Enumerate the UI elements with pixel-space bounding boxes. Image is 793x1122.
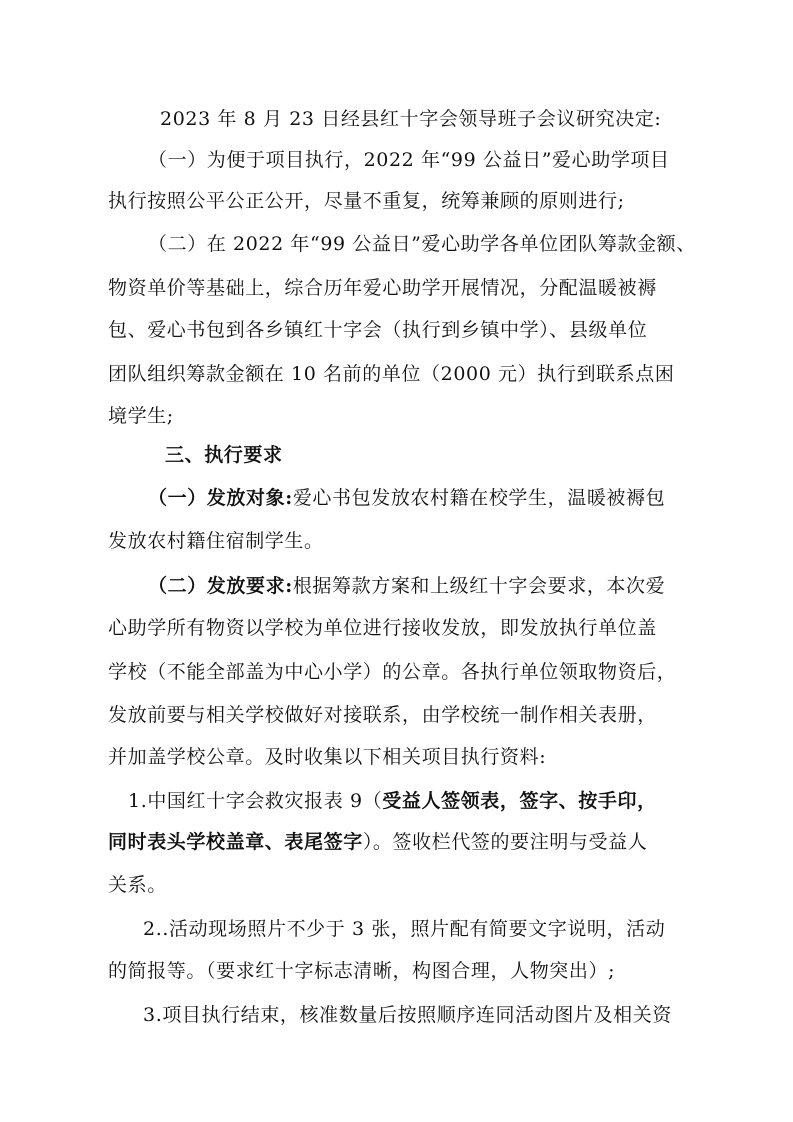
doc-line: 并加盖学校公章。及时收集以下相关项目执行资料: (108, 746, 547, 768)
text: 爱心书包发放农村籍在校学生，温暖被褥包 (292, 487, 666, 509)
doc-line (148, 574, 665, 598)
doc-line (108, 830, 647, 854)
doc-line: 发放前要与相关学校做好对接联系，由学校统一制作相关表册， (108, 704, 657, 726)
doc-line (148, 486, 665, 510)
doc-line: 执行按照公平公正公开，尽量不重复，统筹兼顾的原则进行; (108, 190, 625, 212)
bold-text: 同时表头学校盖章、表尾签字 (108, 831, 363, 853)
section-heading: 三、执行要求 (165, 444, 283, 466)
doc-line: 物资单价等基础上，综合历年爱心助学开展情况，分配温暖被褥 (108, 277, 657, 299)
doc-line: （一）为便于项目执行，2022 年“99 公益日”爱心助学项目 (148, 149, 670, 171)
bold-label: （一）发放对象: (148, 487, 293, 509)
doc-line (128, 789, 657, 813)
bold-text: 受益人签领表，签字、按手印， (382, 790, 657, 812)
doc-line: 心助学所有物资以学校为单位进行接收发放，即发放执行单位盖 (108, 617, 657, 639)
doc-line: 境学生; (108, 405, 174, 427)
text: 根据筹款方案和上级红十字会要求，本次爱 (292, 575, 666, 597)
doc-line: 3.项目执行结束，核准数量后按照顺序连同活动图片及相关资 (143, 1004, 672, 1026)
doc-line: 2023 年 8 月 23 日经县红十字会领导班子会议研究决定: (160, 108, 662, 130)
doc-line: 学校（不能全部盖为中心小学）的公章。各执行单位领取物资后， (108, 661, 677, 683)
text: 1.中国红十字会救灾报表 9（ (128, 790, 383, 812)
bold-label: （二）发放要求: (148, 575, 293, 597)
doc-line: 关系。 (108, 874, 167, 896)
doc-line: 包、爱心书包到各乡镇红十字会（执行到乡镇中学）、县级单位 (108, 319, 648, 341)
doc-line: 团队组织筹款金额在 10 名前的单位（2000 元）执行到联系点困 (108, 363, 675, 385)
doc-line: 2..活动现场照片不少于 3 张，照片配有简要文字说明，活动 (143, 918, 666, 940)
doc-line: （二）在 2022 年“99 公益日”爱心助学各单位团队筹款金额、 (148, 233, 696, 255)
text: ）。签收栏代签的要注明与受益人 (362, 831, 648, 853)
doc-line: 发放农村籍住宿制学生。 (108, 530, 324, 552)
doc-line: 的简报等。（要求红十字标志清晰，构图合理，人物突出）; (108, 960, 616, 982)
